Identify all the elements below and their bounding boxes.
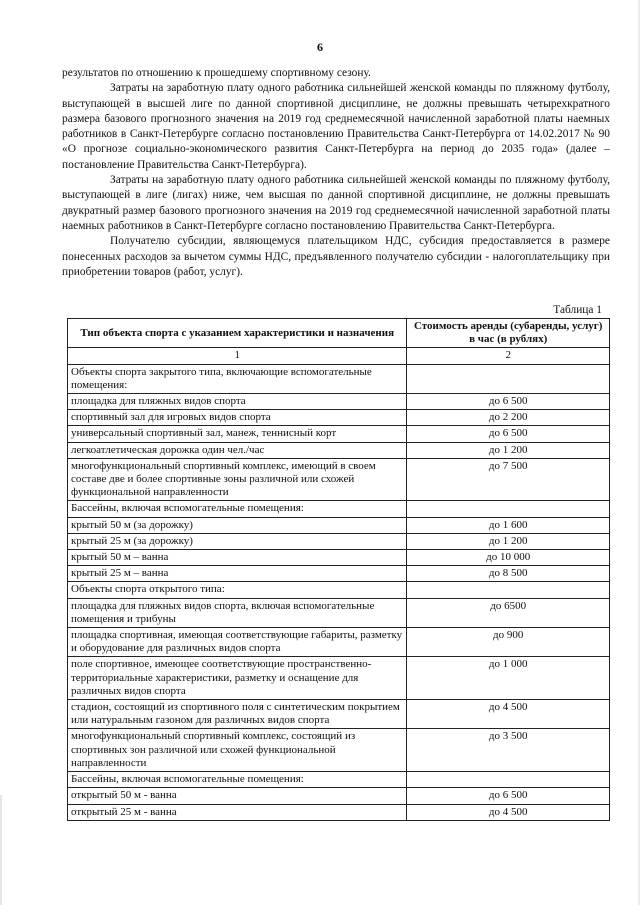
rental-cost-table [67,318,610,821]
rental-cost-cell: до 6500 [407,598,610,627]
table-row [68,772,610,788]
column-number: 2 [407,348,610,364]
page-edge-shadow [0,795,2,905]
rental-cost-cell: до 6 500 [407,426,610,442]
page-number: 6 [317,40,323,54]
object-type-cell: легкоатлетическая дорожка один чел./час [68,442,407,458]
rental-cost-cell: до 3 500 [407,729,610,772]
object-type-cell: открытый 50 м - ванна [68,788,407,804]
object-type-cell: крытый 50 м (за дорожку) [68,517,407,533]
table-body [68,364,610,820]
table-row [68,442,610,458]
paragraph: Затраты на заработную плату одного работника сильнейшей женской команды по пляжному футболу, выступающей в лиге (лигах) ниже, чем высшая по данной спортивной дисциплине, не должны превышать двукратный размер базового прогнозного значения на 2019 год среднемесячной начисленной заработной платы наемных работников в Санкт-Петербурге согласно постановлению Правительства Санкт-Петербурга. [62,174,610,232]
object-type-cell: площадка спортивная, имеющая соответствующие габариты, разметку и оборудование для различных видов спорта [68,628,407,657]
column-number-row [68,348,610,364]
column-number: 1 [68,348,407,364]
object-type-cell: стадион, состоящий из спортивного поля с синтетическим покрытием или натуральным газоном для различных видов спорта [68,700,407,729]
rental-cost-cell: до 8 500 [407,566,610,582]
table-row [68,657,610,700]
table-row [68,517,610,533]
table-row [68,410,610,426]
object-type-cell: площадка для пляжных видов спорта [68,394,407,410]
rental-cost-cell [407,772,610,788]
table-header-row [68,319,610,348]
object-type-cell: Объекты спорта открытого типа: [68,582,407,598]
object-type-cell: крытый 50 м – ванна [68,550,407,566]
object-type-cell: открытый 25 м - ванна [68,804,407,820]
rental-cost-cell: до 1 600 [407,517,610,533]
table-row [68,700,610,729]
body-text [62,66,610,280]
object-type-cell: многофункциональный спортивный комплекс, имеющий в своем составе две и более спортивные зоны различной или схожей функциональной направленности [68,458,407,501]
paragraph: Получателю субсидии, являющемуся плательщиком НДС, субсидия предоставляется в размере понесенных расходов за вычетом суммы НДС, предъявленного получателю субсидии - налогоплательщику при приобретении товаров (работ, услуг). [62,235,610,278]
rental-cost-cell: до 7 500 [407,458,610,501]
header-rental-cost: Стоимость аренды (субаренды, услуг) в час (в рублях) [407,319,610,348]
object-type-cell: многофункциональный спортивный комплекс, состоящий из спортивных зон различной или схожей функциональной направленности [68,729,407,772]
rental-cost-cell: до 2 200 [407,410,610,426]
rental-cost-cell: до 1 000 [407,657,610,700]
rental-cost-cell: до 6 500 [407,788,610,804]
object-type-cell: спортивный зал для игровых видов спорта [68,410,407,426]
rental-cost-cell [407,582,610,598]
table-row [68,628,610,657]
table-row [68,566,610,582]
paragraph: результатов по отношению к прошедшему спортивному сезону. [62,67,371,79]
rental-cost-cell: до 10 000 [407,550,610,566]
table-row [68,426,610,442]
rental-cost-cell [407,501,610,517]
object-type-cell: Бассейны, включая вспомогательные помещения: [68,501,407,517]
object-type-cell: площадка для пляжных видов спорта, включая вспомогательные помещения и трибуны [68,598,407,627]
header-object-type: Тип объекта спорта с указанием характеристики и назначения [68,319,407,348]
object-type-cell: универсальный спортивный зал, манеж, теннисный корт [68,426,407,442]
table-row [68,364,610,393]
rental-cost-cell: до 900 [407,628,610,657]
rental-cost-cell: до 6 500 [407,394,610,410]
rental-cost-cell: до 4 500 [407,700,610,729]
table-row [68,533,610,549]
object-type-cell: поле спортивное, имеющее соответствующие пространственно-территориальные характеристики, разметку и оснащение для различных видов спорта [68,657,407,700]
object-type-cell: Объекты спорта закрытого типа, включающие вспомогательные помещения: [68,364,407,393]
object-type-cell: крытый 25 м – ванна [68,566,407,582]
table-row [68,598,610,627]
rental-cost-cell [407,364,610,393]
table-row [68,501,610,517]
paragraph: Затраты на заработную плату одного работника сильнейшей женской команды по пляжному футболу, выступающей в высшей лиге по данной спортивной дисциплине, не должны превышать четырехкратного размера базового прогнозного значения на 2019 год среднемесячной начисленной заработной платы наемных работников в Санкт-Петербурге согласно постановлению Правительства Санкт-Петербурга от 14.02.2017 № 90 «О прогнозе социально-экономического развития Санкт-Петербурга на период до 2035 года» (далее – постановление Правительства Санкт-Петербурга). [62,82,610,171]
table-row [68,788,610,804]
rental-cost-cell: до 4 500 [407,804,610,820]
object-type-cell: Бассейны, включая вспомогательные помещения: [68,772,407,788]
rental-cost-cell: до 1 200 [407,533,610,549]
table-row [68,804,610,820]
rental-cost-cell: до 1 200 [407,442,610,458]
table-row [68,550,610,566]
table-row [68,729,610,772]
table-row [68,394,610,410]
table-row [68,458,610,501]
table-row [68,582,610,598]
object-type-cell: крытый 25 м (за дорожку) [68,533,407,549]
table-caption: Таблица 1 [553,304,602,316]
